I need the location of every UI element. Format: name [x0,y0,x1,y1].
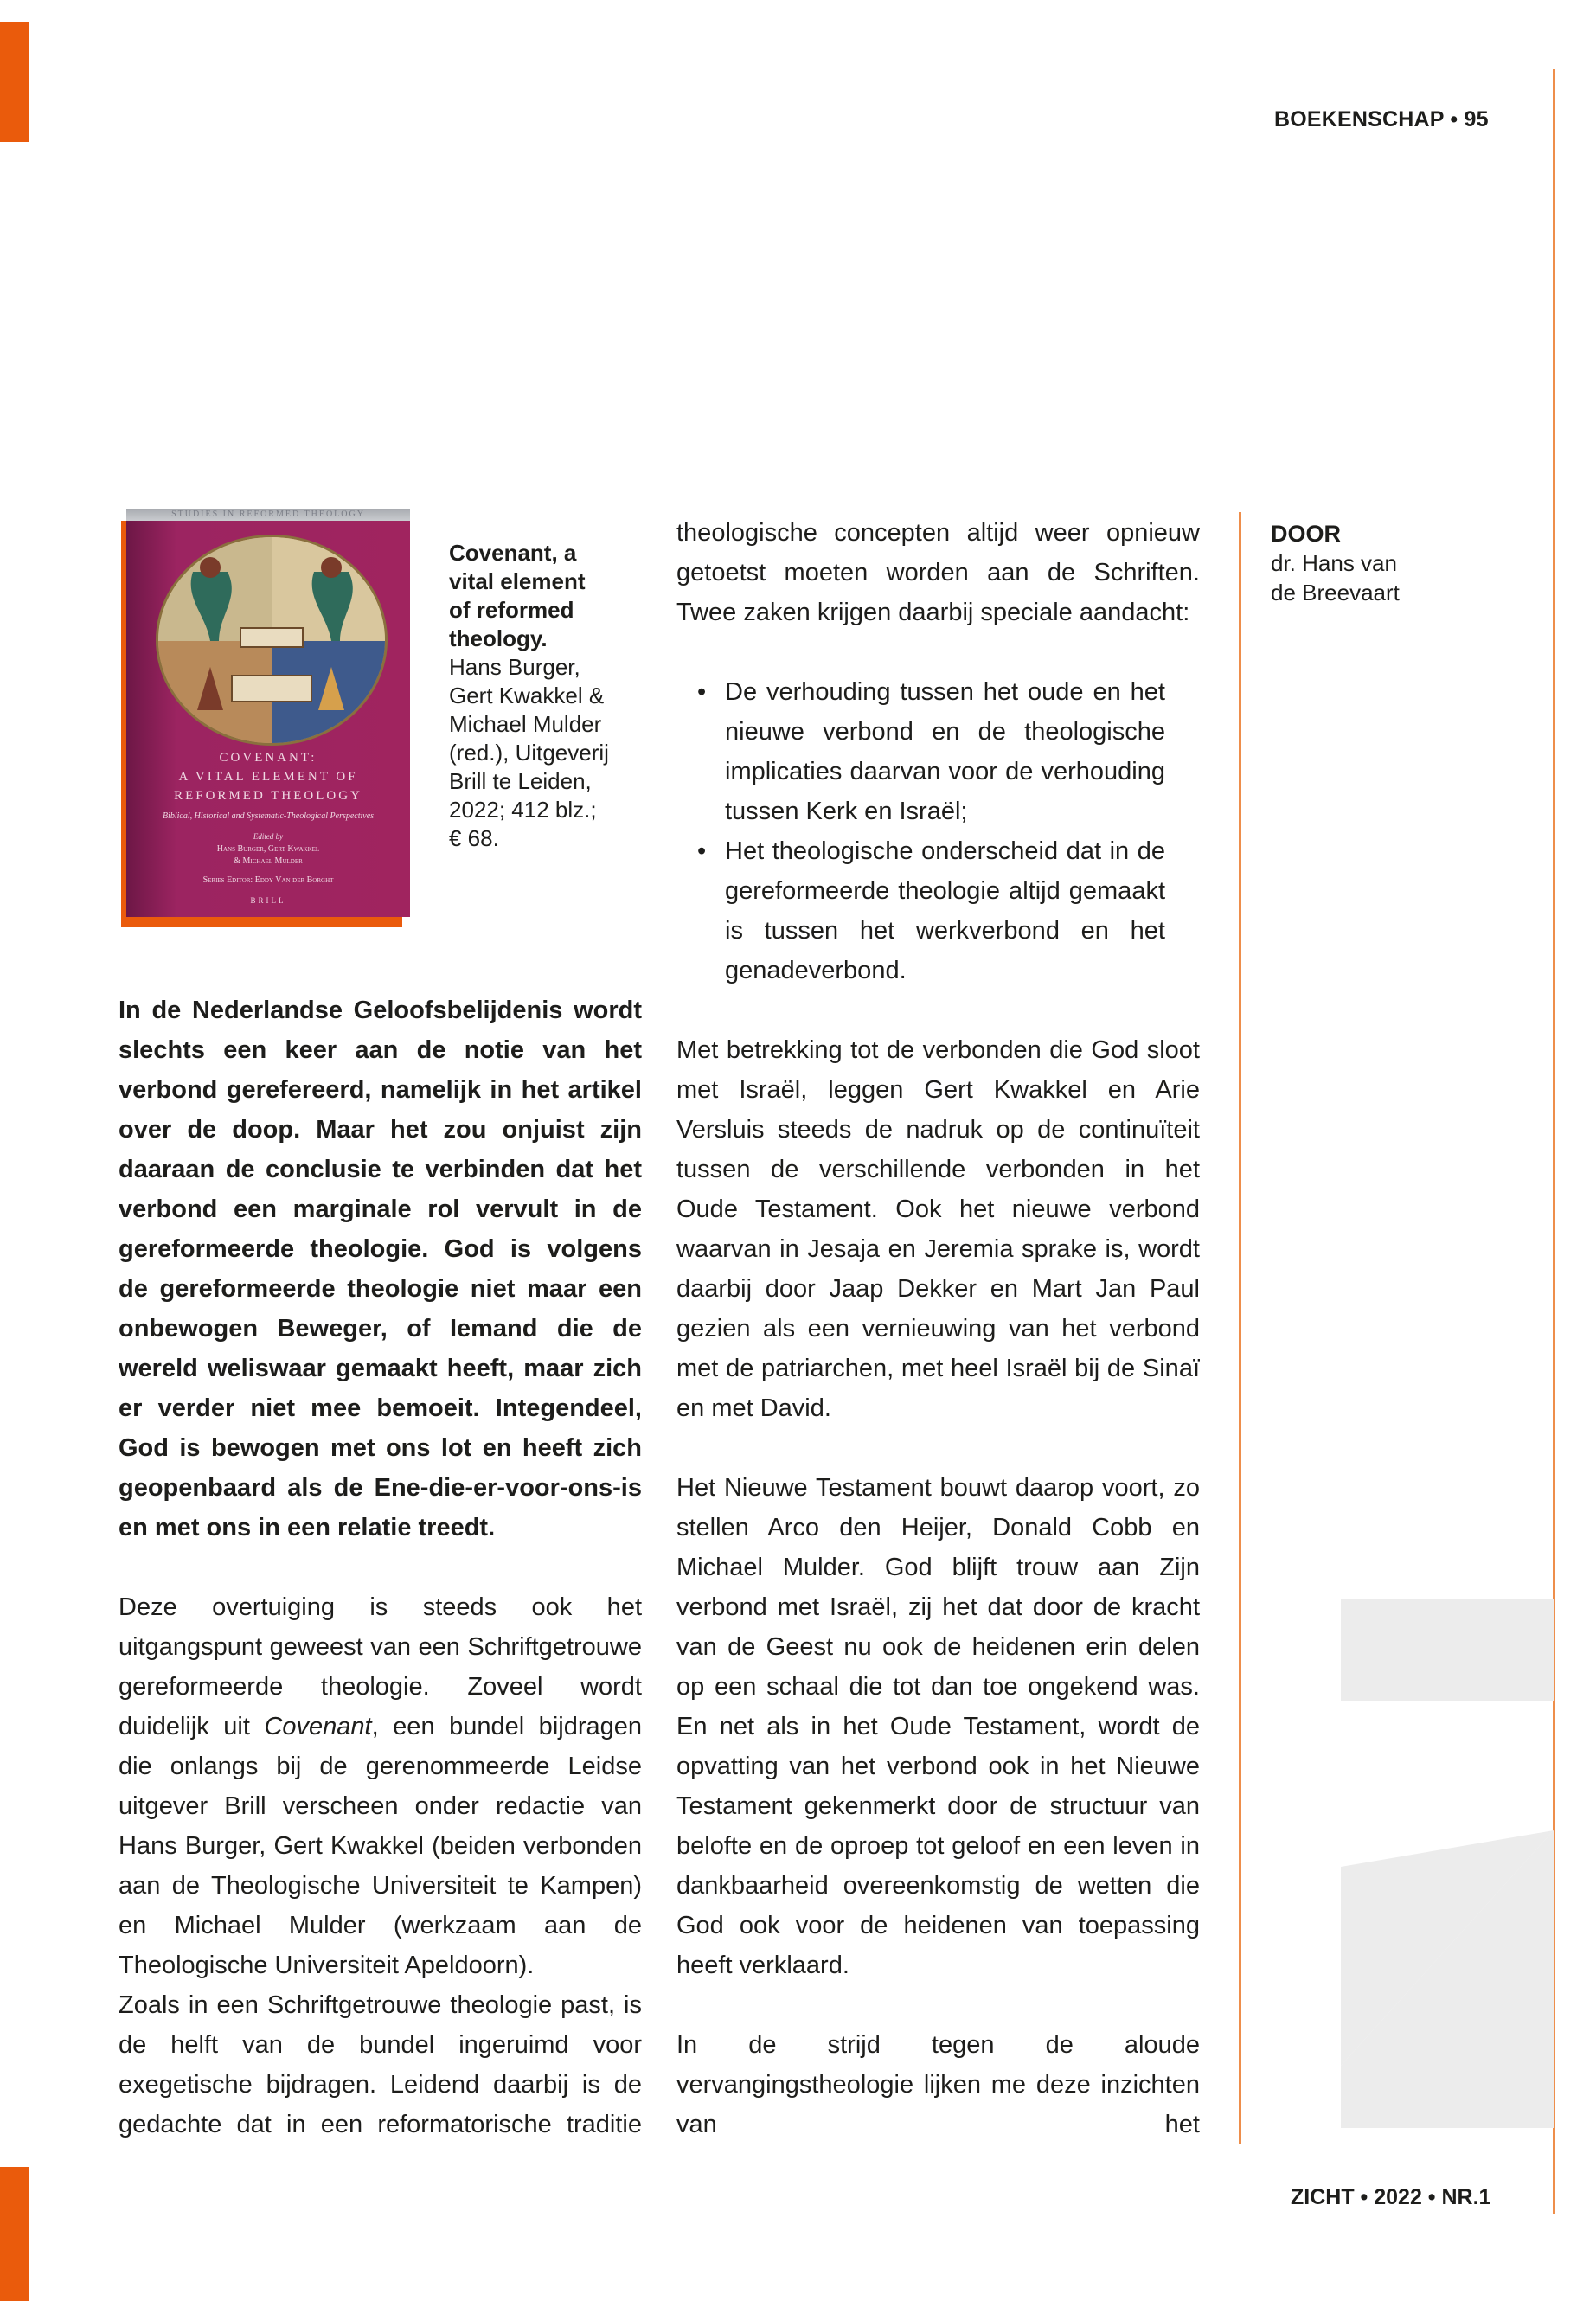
cover-title-line-2: A VITAL ELEMENT OF [178,770,358,784]
caption-title [449,539,631,653]
orange-edge-marker-top [0,22,29,142]
body-paragraph: Het Nieuwe Testament bouwt daarop voort, zo stellen Arco den Heijer, Donald Cobb en Michael Mulder. God blijft trouw aan Zijn verbond met Israël, zij het dat door de kracht van de Geest nu ook de heidenen erin delen op een schaal die tot dan toe ongekend was. En net als in het Oude Testament, wordt de opvatting van het verbond ook in het Nieuwe Testament gekenmerkt door de structuur van belofte en de oproep tot geloof en een leven in dankbaarheid overeenkomstig de wetten die God ook voor de heidenen van toepassing heeft verklaard. [676,1474,1200,1979]
book-caption [449,539,631,853]
cover-subtitle: Biblical, Historical and Systematic-Theological Perspectives [162,811,375,821]
bullet-text: De verhouding tussen het oude en het nieuwe verbond en de theologische implicaties daarvan voor de verhouding tussen Kerk en Israël; [725,678,1165,825]
caption-detail-line: 2022; 412 blz.; [449,797,597,823]
lead-paragraph: In de Nederlandse Geloofsbelijdenis wordt slechts een keer aan de notie van het verbond gerefereerd, namelijk in het artikel over de doop. Maar het zou onjuist zijn daaraan de conclusie te verbinden dat het verbond een marginale rol vervult in de gereformeerde theologie. God is volgens de gereformeerde theologie niet maar een onbewogen Beweger, of Iemand die de wereld weliswaar gemaakt heeft, maar zich er verder niet mee bemoeit. Integendeel, God is bewogen met ons lot en heeft zich geopenbaard als de Ene-die-er-voor-ons-is en met ons in een relatie treedt. [119,997,642,1541]
byline-author-line: de Breevaart [1271,580,1400,606]
body-paragraph: In de strijd tegen de aloude vervangingstheologie lijken me deze inzichten van het [676,2031,1200,2138]
running-head: BOEKENSCHAP • 95 [1274,107,1489,131]
body-paragraph: theologische concepten altijd weer opnieuw getoetst moeten worden aan de Schriften. Twee zaken krijgen daarbij speciale aandacht: [676,519,1200,626]
decorative-z-shape [1341,1599,1554,2128]
caption-details [449,653,631,853]
caption-detail-line: Gert Kwakkel & [449,683,605,708]
caption-title-line: theology. [449,625,548,651]
cover-editors-line-1: Hans Burger, Gert Kwakkel [216,844,320,854]
paragraph-spacer [119,1548,642,1587]
bullet-list [676,672,1165,990]
caption-detail-line: Brill te Leiden, [449,768,592,794]
bullet-item [676,831,1165,990]
cover-title-line-1: COVENANT: [219,751,317,765]
paragraph-text: , een bundel bijdragen die onlangs bij de gerenommeerde Leidse uitgever Brill verscheen onder redactie van Hans Burger, Gert Kwakkel (beiden verbonden aan de Theologische Universiteit te Kampen) en Michael Mulder (werkzaam aan de Theologische Universiteit Apeldoorn). [119,1713,642,1979]
byline-author-line: dr. Hans van [1271,550,1397,576]
bullet-text: Het theologische onderscheid dat in de gereformeerde theologie altijd gemaakt is tussen het werkverbond en het genadeverbond. [725,837,1165,984]
caption-title-line: Covenant, a [449,540,577,566]
article-column-left [119,990,642,2144]
body-paragraph: Met betrekking tot de verbonden die God sloot met Israël, leggen Gert Kwakkel en Arie Versluis steeds de nadruk op de continuïteit tussen de verschillende verbonden in het Oude Testament. Ook het nieuwe verbond waarvan in Jesaja en Jeremia sprake is, wordt daarbij door Jaap Dekker en Mart Jan Paul gezien als een vernieuwing van het verbond met de patriarchen, met heel Israël bij de Sinaï en met David. [676,1036,1200,1422]
paragraph-spacer [676,632,1200,672]
paragraph-text: Deze overtuiging is steeds ook het uitgangspunt geweest van een Schriftgetrouwe gereformeerde theologie. Zoveel wordt duidelijk uit [119,1593,642,1740]
bullet-dot: • [697,678,707,706]
book-title-italic: Covenant [264,1713,372,1740]
paragraph-spacer [676,1428,1200,1468]
cover-title-line-3: REFORMED THEOLOGY [174,789,362,803]
caption-detail-line: Michael Mulder [449,711,602,737]
column-divider-rule [1239,512,1241,2144]
body-paragraph: Zoals in een Schriftgetrouwe theologie past, is de helft van de bundel ingeruimd voor exegetische bijdragen. Leidend daarbij is de gedachte dat in een reformatorische traditie [119,1991,642,2138]
paragraph-spacer [676,990,1200,1030]
book-cover-image [126,509,410,917]
article-column-right [676,513,1200,2144]
caption-title-line: of reformed [449,597,574,623]
cover-series-editor: Series Editor: Eddy Van der Borght [202,875,334,885]
caption-title-line: vital element [449,568,586,594]
page-footer: ZICHT • 2022 • NR.1 [1291,2185,1491,2209]
cover-edited-by: Edited by [253,832,284,841]
paragraph-spacer [676,1985,1200,2025]
cover-medallion-artwork [156,535,388,746]
cover-series-title: STUDIES IN REFORMED THEOLOGY [171,510,365,519]
cover-editors-line-2: & Michael Mulder [234,856,303,866]
byline [1271,519,1444,607]
caption-detail-line: € 68. [449,825,499,851]
caption-detail-line: Hans Burger, [449,654,580,680]
orange-edge-marker-bottom [0,2167,29,2301]
caption-detail-line: (red.), Uitgeverij [449,740,609,766]
bullet-dot: • [697,837,707,865]
body-paragraph [119,1587,642,1985]
bullet-item [676,672,1165,831]
medallion-illustration [158,537,385,743]
cover-publisher: BRILL [250,896,286,905]
byline-label: DOOR [1271,521,1341,547]
